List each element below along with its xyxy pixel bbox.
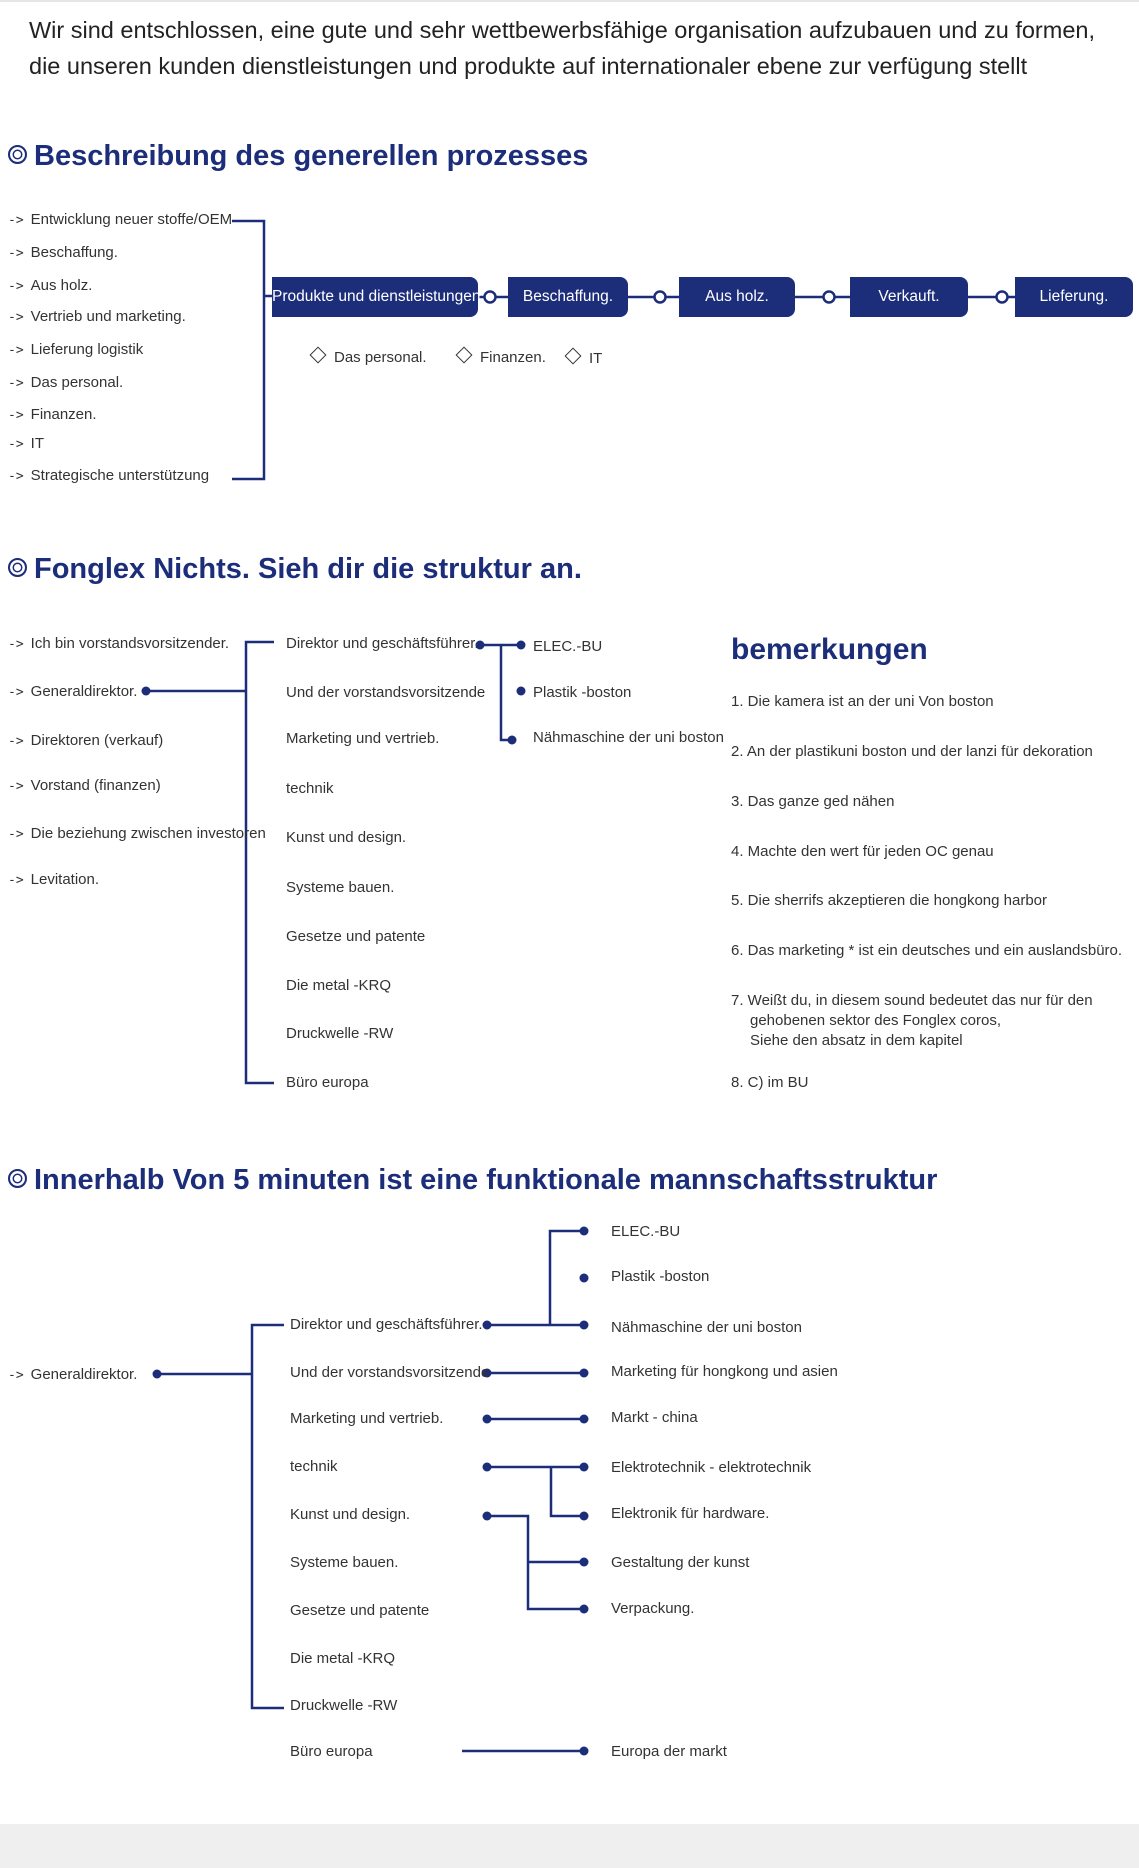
org-node: technik <box>290 1458 338 1475</box>
arrow-icon: -> <box>8 279 24 294</box>
org-node: Die metal -KRQ <box>286 977 392 994</box>
org-node: Europa der markt <box>611 1743 727 1760</box>
org-node: Marketing und vertrieb. <box>286 730 440 747</box>
org-node: Druckwelle -RW <box>286 1025 394 1042</box>
org-node: Kunst und design. <box>286 829 407 846</box>
list-item: -> Lieferung logistik <box>8 341 144 358</box>
list-item: -> Entwicklung neuer stoffe/OEM <box>8 211 233 228</box>
org-node: Plastik -boston <box>533 684 632 701</box>
list-item: -> Das personal. <box>8 374 124 391</box>
process-step-procurement: Beschaffung. <box>508 277 628 317</box>
org-node: Marketing für hongkong und asien <box>611 1363 838 1380</box>
org-node: Kunst und design. <box>290 1506 411 1523</box>
remark-item: 2. An der plastikuni boston und der lanzi für dekoration <box>731 743 1093 760</box>
arrow-icon: -> <box>8 408 24 423</box>
remark-item: 1. Die kamera ist an der uni Von boston <box>731 693 994 710</box>
list-item: -> Levitation. <box>8 871 100 888</box>
circle-bullet-icon <box>8 145 27 164</box>
remark-item: 4. Machte den wert für jeden OC genau <box>731 843 994 860</box>
arrow-icon: -> <box>8 246 24 261</box>
arrow-icon: -> <box>8 469 24 484</box>
list-item: -> IT <box>8 435 44 452</box>
process-step-sold: Verkauft. <box>850 277 968 317</box>
org-node: ELEC.-BU <box>533 638 603 655</box>
arrow-icon: -> <box>8 873 24 888</box>
list-item: -> Ich bin vorstandsvorsitzender. <box>8 635 230 652</box>
org-node: Die metal -KRQ <box>290 1650 396 1667</box>
list-item: -> Strategische unterstützung <box>8 467 210 484</box>
org-node: technik <box>286 780 334 797</box>
org-node: Verpackung. <box>611 1600 695 1617</box>
org-node: Marketing und vertrieb. <box>290 1410 444 1427</box>
remark-item: 6. Das marketing * ist ein deutsches und ein auslandsbüro. <box>731 942 1123 959</box>
remark-item: gehobenen sektor des Fonglex coros, <box>750 1012 1001 1029</box>
arrow-icon: -> <box>8 213 24 228</box>
list-item: -> Beschaffung. <box>8 244 118 261</box>
org-node: Plastik -boston <box>611 1268 710 1285</box>
support-item: IT <box>567 350 602 367</box>
intro-paragraph: Wir sind entschlossen, eine gute und sehr wettbewerbsfähige organisation aufzubauen und zu formen, die unseren kunden dienstleistungen und produkte auf internationaler ebene zur verfügung stellt <box>29 17 1095 79</box>
section2-title <box>8 553 582 586</box>
org-node: Büro europa <box>286 1074 369 1091</box>
org-node: Systeme bauen. <box>286 879 395 896</box>
org-node: Gesetze und patente <box>286 928 426 945</box>
remark-item: 5. Die sherrifs akzeptieren die hongkong harbor <box>731 892 1048 909</box>
org-node: Gestaltung der kunst <box>611 1554 750 1571</box>
org-node: Direktor und geschäftsführer. <box>286 635 479 652</box>
org-node: Büro europa <box>290 1743 373 1760</box>
section3-title-text: Innerhalb Von 5 minuten ist eine funktionale mannschaftsstruktur <box>34 1164 938 1196</box>
section1-title <box>8 140 588 173</box>
diamond-icon <box>310 347 327 364</box>
list-item: -> Die beziehung zwischen investoren <box>8 825 266 842</box>
arrow-icon: -> <box>8 310 24 325</box>
remarks-title: bemerkungen <box>731 633 928 666</box>
arrow-icon: -> <box>8 376 24 391</box>
process-step-wood: Aus holz. <box>679 277 795 317</box>
arrow-icon: -> <box>8 343 24 358</box>
list-item: -> Aus holz. <box>8 277 93 294</box>
process-step-products: Produkte und dienstleistungen. <box>272 277 478 317</box>
list-item: -> Direktoren (verkauf) <box>8 732 164 749</box>
org-node: Direktor und geschäftsführer. <box>290 1316 483 1333</box>
remark-item: 7. Weißt du, in diesem sound bedeutet das nur für den <box>731 992 1093 1009</box>
org-node: Nähmaschine der uni boston <box>533 729 724 746</box>
list-item: -> Finanzen. <box>8 406 97 423</box>
circle-bullet-icon <box>8 1169 27 1188</box>
section1-title-text: Beschreibung des generellen prozesses <box>34 140 589 172</box>
footer-bar <box>0 1824 1139 1868</box>
support-item: Das personal. <box>312 349 427 366</box>
list-item: -> Vorstand (finanzen) <box>8 777 161 794</box>
arrow-icon: -> <box>8 685 24 700</box>
org-node: Elektronik für hardware. <box>611 1505 770 1522</box>
diamond-icon <box>565 348 582 365</box>
section2-title-text: Fonglex Nichts. Sieh dir die struktur an. <box>34 553 582 585</box>
arrow-icon: -> <box>8 734 24 749</box>
org-node: ELEC.-BU <box>611 1223 681 1240</box>
org-node: Elektrotechnik - elektrotechnik <box>611 1459 812 1476</box>
list-item: -> Generaldirektor. <box>8 683 138 700</box>
process-step-delivery: Lieferung. <box>1015 277 1133 317</box>
arrow-icon: -> <box>8 1368 24 1383</box>
org-node: Systeme bauen. <box>290 1554 399 1571</box>
org-node: Markt - china <box>611 1409 698 1426</box>
circle-bullet-icon <box>8 558 27 577</box>
org-node: Und der vorstandsvorsitzende <box>290 1364 490 1381</box>
org-node: Nähmaschine der uni boston <box>611 1319 802 1336</box>
section3-title <box>8 1164 937 1197</box>
list-item: -> Vertrieb und marketing. <box>8 308 186 325</box>
org-node: Gesetze und patente <box>290 1602 430 1619</box>
arrow-icon: -> <box>8 637 24 652</box>
org-root: -> Generaldirektor. <box>8 1366 138 1383</box>
arrow-icon: -> <box>8 437 24 452</box>
remark-item: 3. Das ganze ged nähen <box>731 793 895 810</box>
remark-item: 8. C) im BU <box>731 1074 809 1091</box>
support-item: Finanzen. <box>458 349 546 366</box>
arrow-icon: -> <box>8 779 24 794</box>
diamond-icon <box>456 347 473 364</box>
org-node: Druckwelle -RW <box>290 1697 398 1714</box>
arrow-icon: -> <box>8 827 24 842</box>
remark-item: Siehe den absatz in dem kapitel <box>750 1032 963 1049</box>
org-node: Und der vorstandsvorsitzende <box>286 684 486 701</box>
